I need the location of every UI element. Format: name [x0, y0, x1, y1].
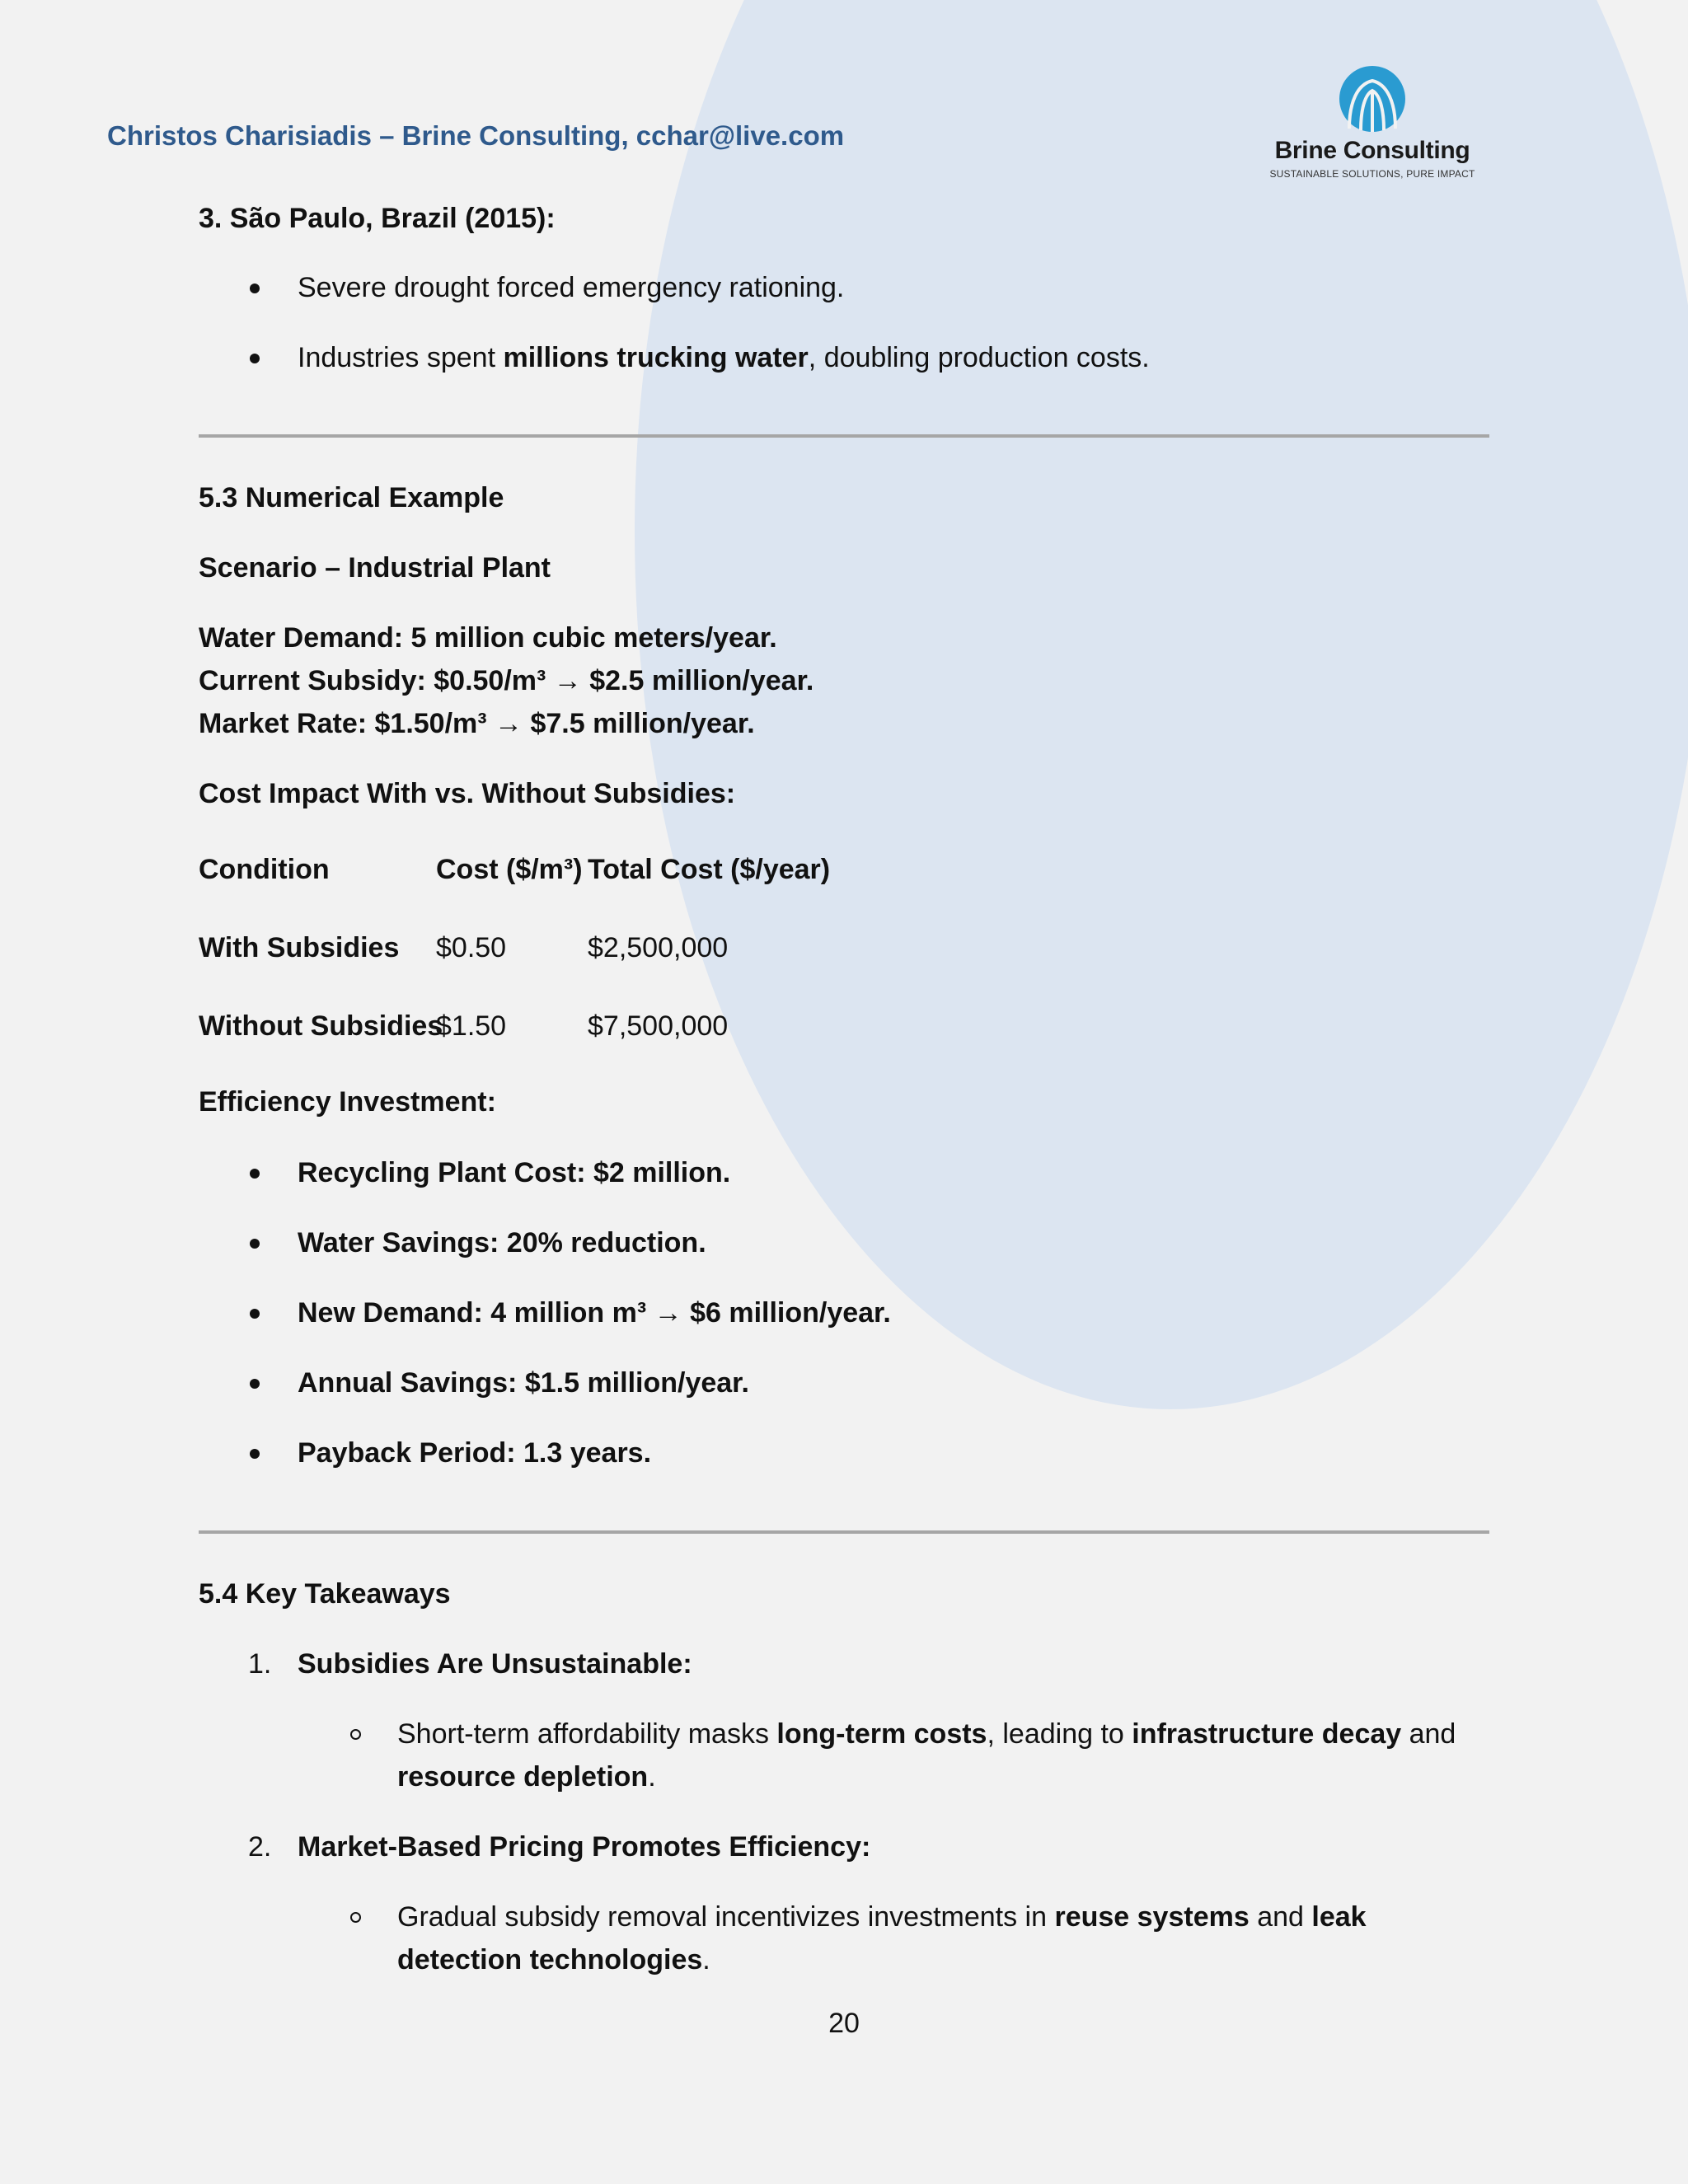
- sub-list-item-text: Gradual subsidy removal incentivizes investments in reuse systems and leak detection technologies.: [397, 1901, 1367, 1975]
- bullet-icon: [250, 354, 260, 363]
- sub-list-item: [199, 1713, 1489, 1798]
- section-heading: 5.3 Numerical Example: [199, 482, 504, 513]
- table-header-cell: Condition: [199, 854, 330, 885]
- table-cell: $1.50: [436, 1010, 507, 1042]
- table-cell: Without Subsidies: [199, 1010, 443, 1042]
- bullet-icon: [250, 1379, 260, 1389]
- item-number: 1.: [248, 1648, 272, 1680]
- logo-name: Brine Consulting: [1274, 137, 1470, 164]
- list-item-text: Severe drought forced emergency rationing.: [298, 272, 845, 303]
- list-item-text: Recycling Plant Cost: $2 million.: [298, 1157, 731, 1188]
- table-cell: $2,500,000: [588, 932, 729, 963]
- table-cell: $7,500,000: [588, 1010, 729, 1042]
- market-rate-line: Market Rate: $1.50/m³ → $7.5 million/year.: [199, 708, 755, 739]
- list-item-text: New Demand: 4 million m³ → $6 million/year.: [298, 1297, 891, 1329]
- table-row: [199, 1005, 1023, 1047]
- list-item-text: Industries spent millions trucking water, doubling production costs.: [298, 342, 1150, 373]
- table-cell: With Subsidies: [199, 932, 400, 963]
- sub-list-item-text: Short-term affordability masks long-term costs, leading to infrastructure decay and resource depletion.: [397, 1718, 1456, 1793]
- numbered-item: [199, 1825, 1489, 1868]
- list-item-text: Payback Period: 1.3 years.: [298, 1437, 652, 1469]
- table-header-cell: Cost ($/m³): [436, 854, 583, 885]
- brine-logo-icon: [1338, 66, 1407, 132]
- water-demand-line: Water Demand: 5 million cubic meters/year.: [199, 622, 777, 654]
- bullet-icon: [250, 1449, 260, 1459]
- bullet-icon: [250, 1239, 260, 1249]
- sub-list-item: [199, 1896, 1489, 1981]
- table-header-row: [199, 848, 1023, 891]
- bullet-icon: [250, 1169, 260, 1179]
- circle-bullet-icon: [350, 1729, 361, 1740]
- numbered-item: [199, 1643, 1489, 1685]
- header-author-line: Christos Charisiadis – Brine Consulting, cchar@live.com: [107, 120, 845, 151]
- section-divider: [199, 1530, 1489, 1534]
- bullet-icon: [250, 1309, 260, 1319]
- item-title: Market-Based Pricing Promotes Efficiency:: [298, 1831, 871, 1863]
- page-number: 20: [828, 2008, 860, 2039]
- table-header-cell: Total Cost ($/year): [588, 854, 831, 885]
- list-item-text: Water Savings: 20% reduction.: [298, 1227, 706, 1258]
- table-row: [199, 926, 1023, 969]
- efficiency-heading: Efficiency Investment:: [199, 1086, 496, 1118]
- list-item-text: Annual Savings: $1.5 million/year.: [298, 1367, 749, 1399]
- cost-impact-heading: Cost Impact With vs. Without Subsidies:: [199, 778, 736, 809]
- section-divider: [199, 434, 1489, 438]
- case-heading: 3. São Paulo, Brazil (2015):: [199, 203, 556, 234]
- section-heading: 5.4 Key Takeaways: [199, 1578, 451, 1610]
- scenario-heading: Scenario – Industrial Plant: [199, 552, 551, 583]
- brand-logo: [1261, 66, 1484, 180]
- logo-tagline: SUSTAINABLE SOLUTIONS, PURE IMPACT: [1269, 168, 1475, 180]
- table-cell: $0.50: [436, 932, 507, 963]
- item-title: Subsidies Are Unsustainable:: [298, 1648, 692, 1680]
- circle-bullet-icon: [350, 1912, 361, 1923]
- current-subsidy-line: Current Subsidy: $0.50/m³ → $2.5 million/year.: [199, 665, 814, 696]
- bullet-icon: [250, 284, 260, 293]
- item-number: 2.: [248, 1831, 272, 1863]
